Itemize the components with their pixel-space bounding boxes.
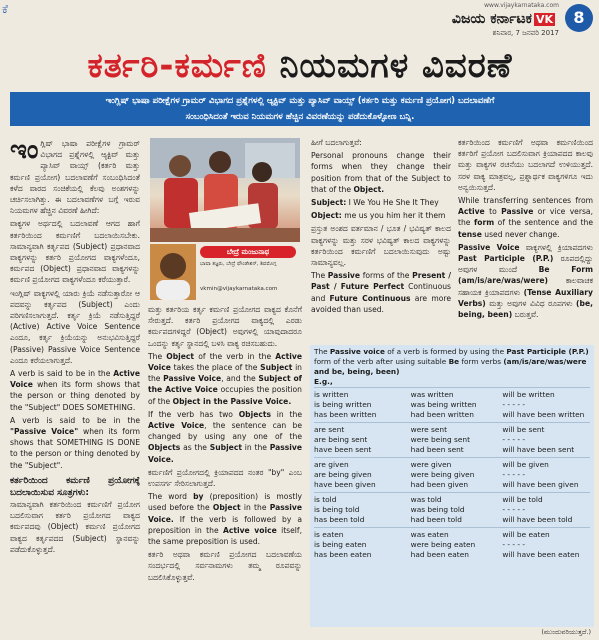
active-voice-definition: A verb is said to be in the Active Voice when its form shows that the person or thing denoted by the "Subject" DOES SOMETHING. [10,369,140,412]
table-row [314,540,590,550]
author-role: ಭಾಷಾ ತಜ್ಞರು, ಬೇದ್ರೆ ಫೌಂಡೇಶನ್, ಶಿವಮೊಗ್ಗ [200,261,277,267]
paragraph: While transferring sentences from Active to Passive or vice versa, the form of the sentence and the tense used never change. [458,196,593,239]
table-row [314,445,590,455]
example-label: E.g., [314,377,333,386]
table-row [314,460,590,470]
table-row [314,550,590,560]
table-cell: were being sent [410,435,471,444]
table-row [314,425,590,435]
table-cell: had been sent [410,445,464,454]
table-cell: are sent [314,425,345,434]
table-row [314,530,590,540]
table-cell: has been told [314,515,365,524]
table-cell: was eaten [410,530,449,539]
paragraph: If the verb has two Objects in the Active Voice, the sentence can be changed by using any one of the Objects as the Subject in the Passive Voice. [148,409,302,464]
table-cell: is written [314,390,349,399]
table-cell: will be eaten [502,530,550,539]
author-email: vkmin@vijaykarnataka.com [200,286,278,292]
table-cell: had been written [410,410,474,419]
table-row [314,495,590,505]
table-cell: is being told [314,505,360,514]
table-cell: was written [410,390,454,399]
table-cell: was told [410,495,442,504]
table-cell: will have been eaten [502,550,580,559]
paragraph: ಸಾಮಾನ್ಯವಾಗಿ ಕರ್ತರಿಯಿಂದ ಕರ್ಮಣಿಗೆ ಪ್ರಯೋಗ ಬದಲಿಸುವಾಗ ಕರ್ತರಿ ಪ್ರಯೋಗದ ವಾಕ್ಯದ ಕರ್ಮಪದವು (Object) ಕರ್ಮಣಿ ಪ್ರಯೋಗದ ವಾಕ್ಯದ ಕರ್ತೃಪದದ (Subject) ಸ್ಥಾನವನ್ನು ಪಡೆದುಕೊಳ್ಳುತ್ತದೆ. [10,499,140,554]
paragraph: The Object of the verb in the Active Voice takes the place of the Subject in the Passive Voice, and the Subject of the Active Voice occupies the position of the Object in the Passive Voice. [148,351,302,406]
table-cell: is told [314,495,337,504]
table-cell: will have been told [502,515,573,524]
intro-paragraph: ಇಂಗ್ಲಿಷ್ ಭಾಷಾ ಪರೀಕ್ಷೆಗಳ ಗ್ರಾಮರ್ ವಿಭಾಗದ ಪ್ರಶ್ನೆಗಳಲ್ಲಿ ಆ್ಯಕ್ಟಿವ್ ಮತ್ತು ಪ್ಯಾಸಿವ್ ವಾಯ್ಸ್ (ಕರ್ತರಿ ಮತ್ತು ಕರ್ಮಣಿ ಪ್ರಯೋಗ) ಬದಲಾವಣೆಗೆ ಸಂಬಂಧಿಸಿದಂತೆ ಕಳೆದ ವಾರದ ಸಂಚಿಕೆಯಲ್ಲಿ ಕೆಲವು ಅಂಶಗಳನ್ನು ಚರ್ಚಿಸಲಾಗಿತ್ತು. ಈ ಬದಲಾವಣೆಗಳ ಬಗ್ಗೆ ಇರುವ ನಿಯಮಗಳ ಹೆಚ್ಚಿನ ವಿವರಣೆ ಹೀಗಿದೆ: [10,138,140,216]
table-cell: are given [314,460,349,469]
table-cell: had been given [410,480,469,489]
object-pronouns: Object: me us you him her it them [311,211,446,221]
subject-pronouns: Subject: I We You He She It They [311,198,439,208]
table-row [314,435,590,445]
article-column-4 [458,137,593,342]
subheading-banner [10,92,590,126]
table-cell: have been sent [314,445,372,454]
table-cell: - - - - - [502,505,526,514]
brand-tag: VK [535,13,553,26]
page-title [10,44,590,88]
table-cell: will have been given [502,480,579,489]
table-row [314,410,590,420]
paragraph: ಪ್ರಸ್ತುತ ಅಂಶದ ವರ್ತಮಾನ / ಭೂತ / ಭವಿಷ್ಯತ್ ಕಾಲದ ವಾಕ್ಯಗಳನ್ನು ಮತ್ತು ಸರಳ ಭವಿಷ್ಯತ್ ಕಾಲದ ವಾಕ್ಯಗಳನ್ನು ಕರ್ತರಿಯಿಂದ ಕರ್ಮಣಿಗೆ ಬದಲಾಯಿಸುವುದು ಅಷ್ಟು ಸಾಮಾನ್ಯವಲ್ಲ. [311,224,451,268]
table-cell: will be sent [502,425,545,434]
table-cell: was being written [410,400,477,409]
table-row [314,480,590,490]
page-number-badge: 8 [565,4,593,32]
newspaper-brand [452,11,555,27]
paragraph: ಮತ್ತು ಕರ್ತರಿಯ ಕರ್ತೃ ಕರ್ಮಣಿ ಪ್ರಯೋಗದ ವಾಕ್ಯದ ಕೊನೆಗೆ ಸೇರುತ್ತದೆ. ಕರ್ತರಿ ಪ್ರಯೋಗದ ವಾಕ್ಯದಲ್ಲಿ ಎರಡು ಕರ್ಮಪದಗಳಿದ್ದರೆ (Object) ಅವುಗಳಲ್ಲಿ ಯಾವುದಾದರೂ ಒಂದನ್ನು ಕರ್ತೃ ಸ್ಥಾನದಲ್ಲಿ ಬಳಸಿ ವಾಕ್ಯ ರಚಿಸಬಹುದು. [148,305,302,348]
table-cell: were given [410,460,452,469]
table-cell: will be told [502,495,543,504]
paragraph: ಕರ್ಮಣಿಗೆ ಪ್ರಯೋಗದಲ್ಲಿ ಕ್ರಿಯಾಪದದ ನಂತರ "by" ಎಂಬ ಉಪಸರ್ಗ ಸೇರಿಸಲಾಗುತ್ತದೆ. [148,467,302,489]
table-cell: is being written [314,400,372,409]
table-cell: has been written [314,410,377,419]
subheading-line-2: ಸಂಬಂಧಿಸಿದಂತೆ ಇರುವ ನಿಯಮಗಳ ಹೆಚ್ಚಿನ ವಿವರಣೆಯನ್ನು ಪಡೆದುಕೊಳ್ಳೋಣ ಬನ್ನಿ. [185,112,415,122]
table-group [314,457,590,492]
masthead [0,0,599,42]
table-cell: were being eaten [410,540,476,549]
author-name: ಬೇದ್ರೆ ಮಂಜುನಾಥ [200,246,296,258]
table-cell: is being eaten [314,540,367,549]
site-url: www.vijaykarnataka.com [484,2,559,9]
table-cell: were sent [410,425,447,434]
author-box [150,244,300,302]
author-portrait [150,244,196,300]
table-group [314,492,590,527]
passive-voice-definition: A verb is said to be in the "Passive Voice" when its form shows that SOMETHING IS DONE to the person or thing denoted by the "Subject". [10,415,140,470]
section-heading: ಕರ್ತರಿಯಿಂದ ಕರ್ಮಣಿ ಪ್ರಯೋಗಕ್ಕೆ ಬದಲಾಯಿಸುವ ಸೂತ್ರಗಳು: [10,475,140,498]
table-group [314,422,590,457]
table-cell: - - - - - [502,435,526,444]
article-column-2 [148,304,302,627]
subheading-line-1: ಇಂಗ್ಲಿಷ್ ಭಾಷಾ ಪರೀಕ್ಷೆಗಳ ಗ್ರಾಮರ್ ವಿಭಾಗದ ಪ್ರಶ್ನೆಗಳಲ್ಲಿ ಆ್ಯಕ್ಟಿವ್ ಮತ್ತು ಪ್ಯಾಸಿವ್ ವಾಯ್ಸ್ (ಕರ್ತರಿ ಮತ್ತು ಕರ್ಮಣಿ ಪ್ರಯೋಗ) ಬದಲಾವಣೆಗೆ [105,96,495,106]
table-cell: - - - - - [502,540,526,549]
table-groups [310,387,594,562]
table-row [314,470,590,480]
paragraph: ವಾಕ್ಯಗಳ ಅರ್ಥದಲ್ಲಿ ಬದಲಾವಣೆ ಆಗದ ಹಾಗೆ ಕರ್ತರಿಯಿಂದ ಕರ್ಮಣಿಗೆ ಬದಲಾಯಿಸಬೇಕು. ಸಾಮಾನ್ಯವಾಗಿ ಕರ್ತೃಪದ (Subject) ಪ್ರಧಾನವಾದ ವಾಕ್ಯಗಳನ್ನು ಕರ್ತರಿ ಪ್ರಯೋಗದ ವಾಕ್ಯಗಳೆಂದೂ, ಕರ್ಮಪದ (Object) ಪ್ರಧಾನವಾದ ವಾಕ್ಯಗಳನ್ನು ಕರ್ಮಣಿ ಪ್ರಯೋಗದ ವಾಕ್ಯಗಳೆಂದೂ ಕರೆಯುತ್ತಾರೆ. [10,219,140,285]
paragraph: The Passive forms of the Present / Past / Future Perfect Continuous and Future Continuous are more avoided than used. [311,271,451,314]
table-cell: has been eaten [314,550,372,559]
drop-cap: ಇಂ [10,138,39,165]
paragraph: ಕರ್ತರಿ ಅಥವಾ ಕರ್ಮಣಿ ಪ್ರಯೋಗದ ಬದಲಾವಣೆಯ ಸಂದರ್ಭದಲ್ಲಿ ಸರ್ವನಾಮಗಳು ತಮ್ಮ ರೂಪವನ್ನು ಬದಲಿಸಿಕೊಳ್ಳುತ್ತವೆ. [148,550,302,582]
table-cell: are being given [314,470,372,479]
continued-note: (ಮುಂದುವರಿಯುತ್ತದೆ.) [541,628,591,636]
paragraph: ಕರ್ತರಿಯಿಂದ ಕರ್ಮಣಿಗೆ ಅಥವಾ ಕರ್ಮಣಿಯಿಂದ ಕರ್ತರಿಗೆ ಪ್ರಯೋಗ ಬದಲಿಸುವಾಗ ಕ್ರಿಯಾಪದದ ಕಾಲವು ಮತ್ತು ವಾಕ್ಯಗಳ ರಚನೆಯು ಬದಲಾಗದೆ ಉಳಿಯುತ್ತದೆ. ಸರಳ ವಾಕ್ಯ ಮಾತ್ರವಲ್ಲ, ಪ್ರಶ್ನಾರ್ಥಕ ವಾಕ್ಯಗಳಿಗೂ ಇದು ಅನ್ವಯಿಸುತ್ತದೆ. [458,138,593,192]
table-cell: will be given [502,460,549,469]
title-dark: ನಿಯಮಗಳ ವಿವರಣೆ [279,46,513,86]
table-row [314,505,590,515]
table-row [314,400,590,410]
issue-date: ಶನಿವಾರ, 7 ಜನವರಿ 2017 [492,29,559,37]
table-group [314,387,590,422]
paragraph: Passive Voice ವಾಕ್ಯಗಳಲ್ಲಿ ಕ್ರಿಯಾಪದಗಳು Past Participle (P.P.) ರೂಪದಲ್ಲಿದ್ದು ಅವುಗಳ ಮುಂದೆ Be Form (am/is/are/was/were) ಕಾಲವಾಚಕ ಸಹಾಯಕ ಕ್ರಿಯಾಪದಗಳು (Tense Auxiliary Verbs) ಮತ್ತು ಅವುಗಳ ವಿವಿಧ ರೂಪಗಳು (be, being, been) ಬರುತ್ತವೆ. [458,242,593,320]
paragraph: ಹೀಗೆ ಬದಲಾಗುತ್ತವೆ: [311,138,362,147]
table-intro: The Passive voice of a verb is formed by using the Past Participle (P.P.) form of the verb after using suitable Be form verbs (am/is/are/was/were and be, being, been) [314,347,589,376]
brand-name: ವಿಜಯ ಕರ್ನಾಟಕ [451,11,532,27]
corner-mark: ಕೆ [2,2,8,16]
table-row [314,515,590,525]
table-cell: have been given [314,480,376,489]
students-photo [150,138,300,242]
article-column-1 [10,138,140,628]
table-cell: was being told [410,505,465,514]
passive-forms-table [310,345,594,627]
table-cell: had been told [410,515,462,524]
table-cell: had been eaten [410,550,469,559]
title-red: ಕರ್ತರಿ-ಕರ್ಮಣಿ [87,46,267,86]
paragraph: The word by (preposition) is mostly used before the Object in the Passive Voice. If the verb is followed by a preposition in the Active voice itself, the same preposition is used. [148,492,302,547]
table-cell: are being sent [314,435,368,444]
table-cell: - - - - - [502,400,526,409]
table-cell: will have been sent [502,445,575,454]
table-group [314,527,590,562]
paragraph: Personal pronouns change their forms when they change their position from that of the Subject to that of the Object. [311,151,451,194]
table-cell: - - - - - [502,470,526,479]
paragraph: ಇಂಗ್ಲಿಷ್ ವಾಕ್ಯಗಳಲ್ಲಿ ಯಾರು ಕ್ರಿಯೆ ನಡೆಸುತ್ತಾರೋ ಆ ಪದವನ್ನು ಕರ್ತೃಪದ (Subject) ಎಂದು ಪರಿಗಣಿಸಲಾಗುತ್ತದೆ. ಕರ್ತೃ ಕ್ರಿಯೆ ನಡೆಸುತ್ತಿದ್ದರೆ (Active) Active Voice Sentence ಎಂದೂ, ಕರ್ತೃ ಕ್ರಿಯೆಯನ್ನು ಅನುಭವಿಸುತ್ತಿದ್ದರೆ (Passive) Passive Voice Sentence ಎಂದೂ ಕರೆಯಲಾಗುತ್ತದೆ. [10,288,140,365]
table-cell: were being given [410,470,475,479]
table-row [314,390,590,400]
article-column-3 [311,137,451,342]
table-cell: will have been written [502,410,585,419]
table-cell: is eaten [314,530,344,539]
table-cell: will be written [502,390,555,399]
